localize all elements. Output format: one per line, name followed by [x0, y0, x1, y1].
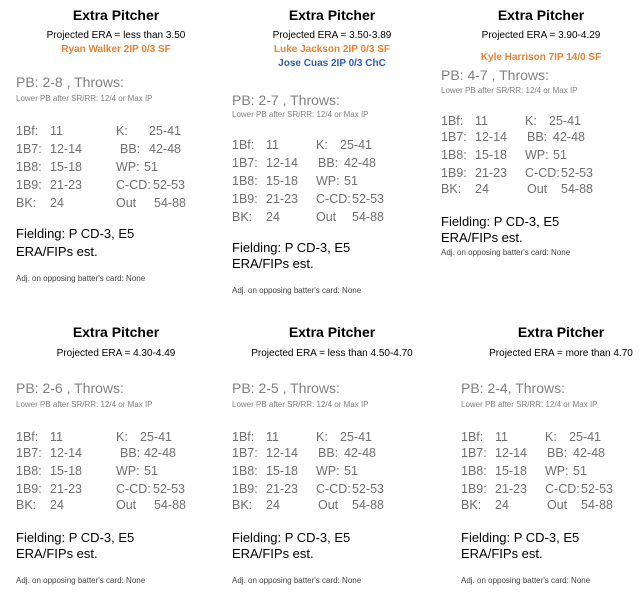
stat-row	[16, 196, 216, 214]
stat-value: 42-48	[344, 156, 376, 170]
stat-label: Out	[547, 498, 568, 512]
stat-label: BK:	[232, 210, 253, 224]
pitcher-card	[441, 4, 639, 294]
pitcher-line: Luke Jackson 2IP 0/3 SF	[274, 44, 390, 55]
stat-label: 1B9:	[16, 178, 42, 192]
card-title: Extra Pitcher	[288, 7, 376, 23]
pb-note: Lower PB after SR/RR: 12/4 or Max IP	[16, 400, 153, 409]
stat-value: 42-48	[149, 142, 181, 156]
stat-label: Out	[527, 182, 548, 196]
stat-value: 24	[50, 196, 64, 210]
projected-era: Projected ERA = 3.90-4.29	[481, 30, 601, 41]
stat-label: K:	[116, 430, 128, 444]
stat-label: 1B8:	[16, 464, 42, 478]
stat-label: Out	[116, 498, 137, 512]
stat-value: 12-14	[266, 156, 298, 170]
stat-value: 15-18	[475, 148, 507, 162]
era-fip-line: ERA/FIPs est.	[16, 244, 98, 259]
stat-value: 12-14	[50, 142, 82, 156]
pb-line: PB: 2-7 , Throws:	[232, 92, 340, 108]
stat-label: WP:	[545, 464, 569, 478]
stat-label: 1Bf:	[232, 430, 255, 444]
stat-value: 24	[266, 498, 280, 512]
stat-value: 54-88	[581, 498, 613, 512]
fielding-line: Fielding: P CD-3, E5	[16, 226, 135, 241]
fielding-line: Fielding: P CD-3, E5	[232, 530, 351, 545]
pb-note: Lower PB after SR/RR: 12/4 or Max IP	[441, 86, 578, 95]
stat-value: 12-14	[50, 446, 82, 460]
pb-line: PB: 4-7 , Throws:	[441, 67, 549, 83]
stat-value: 12-14	[495, 446, 527, 460]
stat-value: 12-14	[266, 446, 298, 460]
pitcher-line: Kyle Harrison 7IP 14/0 SF	[480, 52, 602, 63]
stat-row	[16, 124, 216, 142]
stat-value: 42-48	[144, 446, 176, 460]
era-fip-line: ERA/FIPs est.	[16, 546, 98, 561]
stat-label: K:	[545, 430, 557, 444]
stat-row	[232, 446, 432, 464]
stat-row	[441, 130, 639, 148]
stat-value: 51	[344, 464, 358, 478]
stat-value: 12-14	[475, 130, 507, 144]
card-title: Extra Pitcher	[72, 324, 160, 340]
pitcher-line: Ryan Walker 2IP 0/3 SF	[61, 44, 171, 55]
stat-row	[232, 138, 432, 156]
stat-label: 1B9:	[16, 482, 42, 496]
stat-value: 11	[266, 430, 279, 444]
stat-value: 51	[344, 174, 358, 188]
pitcher-card	[16, 4, 216, 294]
adjustment-note: Adj. on opposing batter's card: None	[16, 274, 146, 283]
stat-value: 11	[475, 114, 488, 128]
stat-value: 54-88	[561, 182, 593, 196]
stat-value: 21-23	[495, 482, 527, 496]
fielding-line: Fielding: P CD-3, E5	[461, 530, 580, 545]
stat-value: 25-41	[549, 114, 581, 128]
pb-line: PB: 2-6 , Throws:	[16, 380, 124, 396]
stat-value: 24	[495, 498, 509, 512]
stat-value: 51	[573, 464, 587, 478]
era-fip-line: ERA/FIPs est.	[461, 546, 543, 561]
stat-label: 1B7:	[461, 446, 487, 460]
era-fip-line: ERA/FIPs est.	[232, 256, 314, 271]
adjustment-note: Adj. on opposing batter's card: None	[232, 286, 362, 295]
stat-value: 21-23	[50, 482, 82, 496]
projected-era: Projected ERA = less than 3.50	[46, 30, 186, 41]
pitcher-card	[16, 320, 216, 610]
stat-label: BK:	[16, 498, 37, 512]
stat-label: K:	[316, 138, 328, 152]
stat-label: 1B9:	[441, 166, 467, 180]
stat-row	[232, 210, 432, 228]
stat-value: 15-18	[495, 464, 527, 478]
pitcher-card	[232, 4, 432, 294]
stat-value: 21-23	[266, 192, 298, 206]
stat-value: 51	[144, 160, 158, 174]
fielding-line: Fielding: P CD-3, E5	[16, 530, 135, 545]
stat-label: K:	[316, 430, 328, 444]
stat-label: C-CD:	[316, 482, 351, 496]
stat-label: K:	[525, 114, 537, 128]
stat-label: WP:	[116, 464, 140, 478]
stat-value: 51	[144, 464, 158, 478]
stat-label: WP:	[525, 148, 549, 162]
stat-value: 15-18	[266, 174, 298, 188]
stat-row	[232, 498, 432, 516]
stat-value: 11	[495, 430, 508, 444]
stat-value: 52-53	[581, 482, 613, 496]
fielding-line: Fielding: P CD-3, E5	[441, 214, 560, 229]
stat-value: 25-41	[140, 430, 172, 444]
stat-label: 1B8:	[16, 160, 42, 174]
stat-row	[232, 464, 432, 482]
stat-value: 15-18	[50, 464, 82, 478]
stat-label: BK:	[16, 196, 37, 210]
stat-row	[232, 174, 432, 192]
stat-label: BK:	[232, 498, 253, 512]
stat-value: 42-48	[553, 130, 585, 144]
stat-value: 52-53	[153, 178, 185, 192]
card-title: Extra Pitcher	[497, 7, 585, 23]
stat-value: 11	[266, 138, 279, 152]
stat-value: 21-23	[50, 178, 82, 192]
stat-value: 25-41	[149, 124, 181, 138]
stat-row	[16, 178, 216, 196]
stat-value: 54-88	[154, 498, 186, 512]
stat-value: 11	[50, 124, 63, 138]
adjustment-note: Adj. on opposing batter's card: None	[16, 576, 146, 585]
stat-label: BK:	[461, 498, 482, 512]
stat-label: 1B8:	[461, 464, 487, 478]
stat-label: BB:	[120, 446, 141, 460]
stat-label: WP:	[316, 174, 340, 188]
stat-label: BB:	[547, 446, 568, 460]
stat-row	[16, 446, 216, 464]
projected-era: Projected ERA = 3.50-3.89	[272, 30, 392, 41]
stat-value: 24	[50, 498, 64, 512]
stat-label: BK:	[441, 182, 462, 196]
stat-label: 1B9:	[461, 482, 487, 496]
stat-label: C-CD:	[545, 482, 580, 496]
stat-value: 15-18	[50, 160, 82, 174]
stat-label: 1Bf:	[461, 430, 484, 444]
stat-label: BB:	[318, 446, 339, 460]
pb-line: PB: 2-8 , Throws:	[16, 74, 124, 90]
stat-label: BB:	[318, 156, 339, 170]
stat-row	[461, 446, 639, 464]
stat-row	[441, 148, 639, 166]
era-fip-line: ERA/FIPs est.	[441, 230, 523, 245]
stat-label: C-CD:	[116, 482, 151, 496]
stat-value: 52-53	[352, 482, 384, 496]
stat-label: 1B7:	[16, 142, 42, 156]
stat-row	[441, 182, 639, 200]
stat-value: 42-48	[573, 446, 605, 460]
stat-value: 54-88	[352, 210, 384, 224]
pb-note: Lower PB after SR/RR: 12/4 or Max IP	[232, 400, 369, 409]
stat-label: 1Bf:	[232, 138, 255, 152]
stat-label: BB:	[120, 142, 141, 156]
stat-value: 21-23	[475, 166, 507, 180]
stat-value: 25-41	[340, 430, 372, 444]
stat-label: 1B9:	[232, 482, 258, 496]
stat-row	[16, 498, 216, 516]
stat-label: 1B7:	[16, 446, 42, 460]
card-title: Extra Pitcher	[288, 324, 376, 340]
stat-value: 52-53	[561, 166, 593, 180]
stat-value: 51	[553, 148, 567, 162]
stat-value: 11	[50, 430, 63, 444]
stat-label: 1B7:	[441, 130, 467, 144]
stat-label: 1Bf:	[441, 114, 464, 128]
projected-era: Projected ERA = more than 4.70	[489, 348, 633, 359]
stat-label: C-CD:	[316, 192, 351, 206]
stat-label: BB:	[527, 130, 548, 144]
fielding-line: Fielding: P CD-3, E5	[232, 240, 351, 255]
stat-value: 54-88	[154, 196, 186, 210]
pb-line: PB: 2-4, Throws:	[461, 380, 566, 396]
stat-label: 1B8:	[232, 464, 258, 478]
stat-label: 1B9:	[232, 192, 258, 206]
card-title: Extra Pitcher	[517, 324, 605, 340]
projected-era: Projected ERA = 4.30-4.49	[56, 348, 176, 359]
pitcher-card	[232, 320, 432, 610]
adjustment-note: Adj. on opposing batter's card: None	[441, 248, 571, 257]
adjustment-note: Adj. on opposing batter's card: None	[461, 576, 591, 585]
stat-value: 25-41	[340, 138, 372, 152]
pb-note: Lower PB after SR/RR: 12/4 or Max IP	[16, 94, 153, 103]
stat-label: 1B8:	[232, 174, 258, 188]
stat-label: Out	[316, 210, 337, 224]
stat-label: 1B7:	[232, 446, 258, 460]
pb-line: PB: 2-5 , Throws:	[232, 380, 340, 396]
pb-note: Lower PB after SR/RR: 12/4 or Max IP	[232, 110, 369, 119]
stat-value: 54-88	[352, 498, 384, 512]
stat-value: 24	[266, 210, 280, 224]
pitcher-card	[461, 320, 639, 610]
stat-row	[16, 464, 216, 482]
card-title: Extra Pitcher	[72, 7, 160, 23]
stat-label: C-CD:	[116, 178, 151, 192]
stat-label: C-CD:	[525, 166, 560, 180]
stat-value: 15-18	[266, 464, 298, 478]
stat-value: 52-53	[153, 482, 185, 496]
stat-row	[16, 142, 216, 160]
stat-row	[232, 156, 432, 174]
stat-label: 1Bf:	[16, 430, 39, 444]
pitcher-line: Jose Cuas 2IP 0/3 ChC	[278, 58, 386, 69]
stat-label: 1B8:	[441, 148, 467, 162]
stat-value: 21-23	[266, 482, 298, 496]
stat-label: K:	[116, 124, 128, 138]
stat-label: 1B7:	[232, 156, 258, 170]
era-fip-line: ERA/FIPs est.	[232, 546, 314, 561]
stat-value: 25-41	[569, 430, 601, 444]
adjustment-note: Adj. on opposing batter's card: None	[232, 576, 362, 585]
stat-row	[232, 192, 432, 210]
stat-value: 42-48	[344, 446, 376, 460]
stat-value: 24	[475, 182, 489, 196]
stat-row	[16, 160, 216, 178]
stat-label: Out	[116, 196, 137, 210]
stat-label: WP:	[316, 464, 340, 478]
stat-row	[461, 464, 639, 482]
pb-note: Lower PB after SR/RR: 12/4 or Max IP	[461, 400, 598, 409]
stat-value: 52-53	[352, 192, 384, 206]
stat-label: 1Bf:	[16, 124, 39, 138]
stat-label: WP:	[116, 160, 140, 174]
stat-label: Out	[318, 498, 339, 512]
projected-era: Projected ERA = less than 4.50-4.70	[251, 348, 413, 359]
stat-row	[461, 498, 639, 516]
